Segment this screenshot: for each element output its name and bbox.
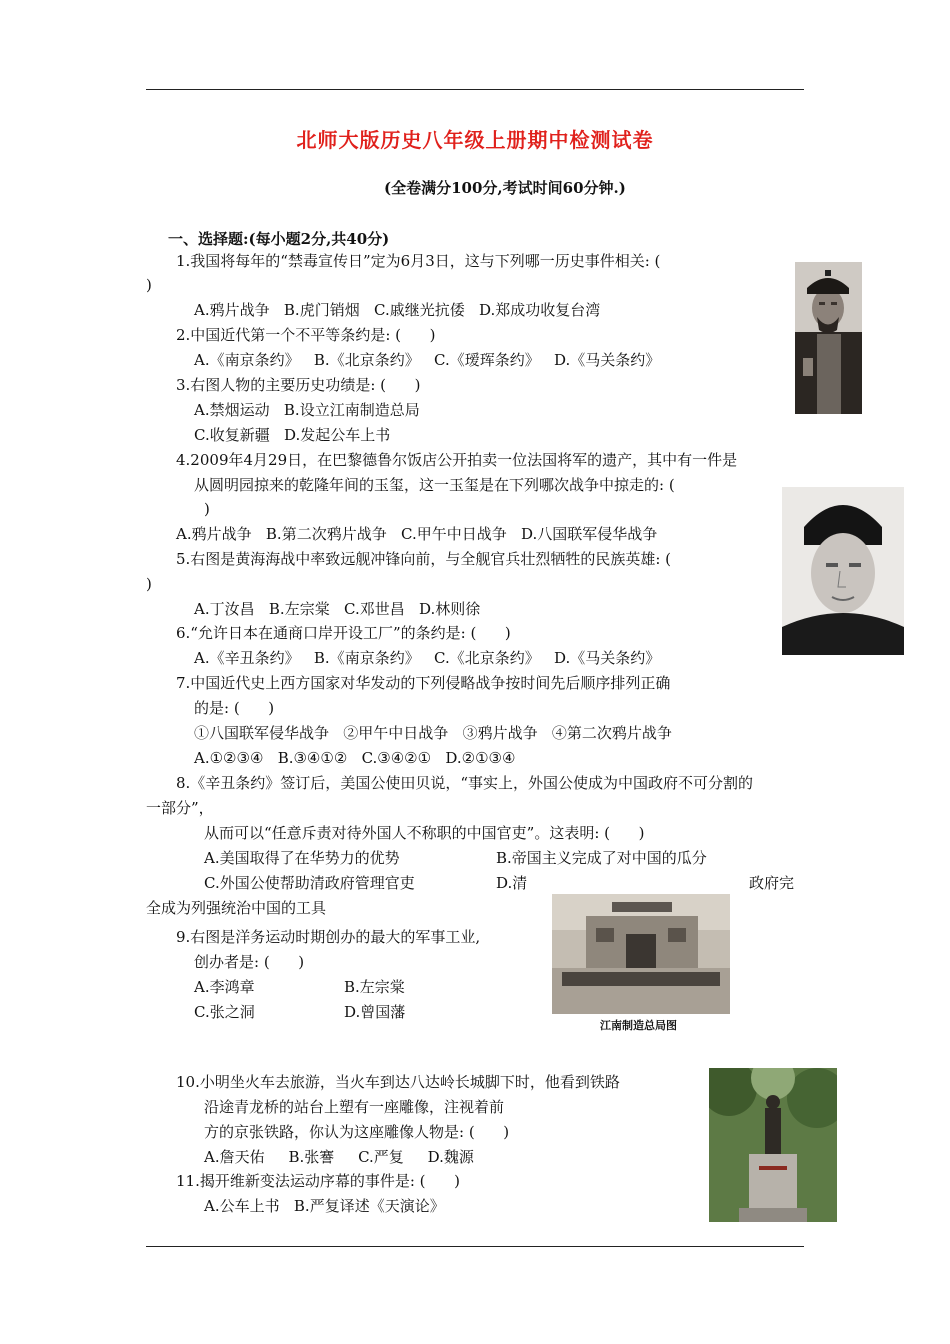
top-rule — [146, 89, 804, 90]
q7-events: ①八国联军侵华战争 ②甲午中日战争 ③鸦片战争 ④第二次鸦片战争 — [194, 724, 672, 742]
q9-stem: 9.右图是洋务运动时期创办的最大的军事工业, — [176, 928, 481, 946]
q3-options-2: C.收复新疆 D.发起公车上书 — [194, 426, 391, 444]
q2-stem: 2.中国近代第一个不平等条约是: ( ) — [176, 326, 436, 344]
q5-stem: 5.右图是黄海海战中率致远舰冲锋向前，与全舰官兵壮烈牺牲的民族英雄: ( — [176, 550, 671, 568]
q10-options: A.詹天佑 B.张謇 C.严复 D.魏源 — [204, 1148, 474, 1166]
q1-stem-cont: ) — [146, 276, 152, 294]
q3-options-1: A.禁烟运动 B.设立江南制造总局 — [194, 401, 420, 419]
q9-stem-cont: 创办者是: ( ) — [194, 953, 305, 971]
q4-options: A.鸦片战争 B.第二次鸦片战争 C.甲午中日战争 D.八国联军侵华战争 — [176, 525, 658, 543]
jiangnan-arsenal-photo — [552, 894, 730, 1014]
q1-options: A.鸦片战争 B.虎门销烟 C.戚继光抗倭 D.郑成功收复台湾 — [194, 301, 601, 319]
exam-info: (全卷满分100分,考试时间60分钟.) — [384, 179, 626, 197]
q7-options: A.①②③④ B.③④①② C.③④②① D.②①③④ — [194, 749, 516, 767]
q11-options: A.公车上书 B.严复译述《天演论》 — [204, 1197, 445, 1215]
q9-option-c: C.张之洞 — [194, 1003, 255, 1021]
q4-stem-close: ) — [204, 500, 210, 518]
q8-option-d: D.清 — [496, 874, 528, 892]
q10-stem-cont: 沿途青龙桥的站台上塑有一座雕像，注视着前 — [204, 1098, 505, 1116]
arsenal-caption: 江南制造总局图 — [600, 1019, 677, 1032]
q8-stem: 8.《辛丑条约》签订后，美国公使田贝说，“事实上，外国公使成为中国政府不可分割的 — [176, 774, 753, 792]
q8-option-a: A.美国取得了在华势力的优势 — [204, 849, 400, 867]
q4-stem: 4.2009年4月29日，在巴黎德鲁尔饭店公开拍卖一位法国将军的遗产，其中有一件是 — [176, 451, 738, 469]
q10-stem: 10.小明坐火车去旅游，当火车到达八达岭长城脚下时，他看到铁路 — [176, 1073, 620, 1091]
portrait-qing-official-photo — [795, 262, 862, 414]
q8-option-c: C.外国公使帮助清政府管理官吏 — [204, 874, 415, 892]
zhan-tianyou-statue-photo — [709, 1068, 837, 1222]
q2-options: A.《南京条约》 B.《北京条约》 C.《瑷珲条约》 D.《马关条约》 — [194, 351, 661, 369]
q10-stem-end: 方的京张铁路，你认为这座雕像人物是: ( ) — [204, 1123, 510, 1141]
q9-option-a: A.李鸿章 — [194, 978, 255, 996]
q8-stem-cont: 一部分”， — [146, 799, 214, 817]
portrait-deng-shichang-photo — [782, 487, 904, 655]
q8-stem-quote: 从而可以“任意斥责对待外国人不称职的中国官吏”。这表明: ( ) — [204, 824, 645, 842]
q5-stem-cont: ) — [146, 575, 152, 593]
q7-stem: 7.中国近代史上西方国家对华发动的下列侵略战争按时间先后顺序排列正确 — [176, 674, 671, 692]
q9-option-b: B.左宗棠 — [344, 978, 405, 996]
q6-options: A.《辛丑条约》 B.《南京条约》 C.《北京条约》 D.《马关条约》 — [194, 649, 661, 667]
q3-stem: 3.右图人物的主要历史功绩是: ( ) — [176, 376, 421, 394]
page-title: 北师大版历史八年级上册期中检测试卷 — [296, 128, 654, 152]
q11-stem: 11.揭开维新变法运动序幕的事件是: ( ) — [176, 1172, 460, 1190]
q7-stem-cont: 的是: ( ) — [194, 699, 275, 717]
bottom-rule — [146, 1246, 804, 1247]
q6-stem: 6.“允许日本在通商口岸开设工厂”的条约是: ( ) — [176, 624, 511, 642]
q8-option-b: B.帝国主义完成了对中国的瓜分 — [496, 849, 707, 867]
q1-stem: 1.我国将每年的“禁毒宣传日”定为6月3日，这与下列哪一历史事件相关: ( — [176, 252, 661, 270]
q9-option-d: D.曾国藩 — [344, 1003, 406, 1021]
q5-options: A.丁汝昌 B.左宗棠 C.邓世昌 D.林则徐 — [194, 600, 481, 618]
q8-option-d-end: 全成为列强统治中国的工具 — [146, 899, 327, 917]
q4-stem-cont: 从圆明园掠来的乾隆年间的玉玺，这一玉玺是在下列哪次战争中掠走的: ( — [194, 476, 675, 494]
section-heading: 一、选择题:(每小题2分,共40分) — [168, 230, 390, 248]
q8-option-d-cont: 政府完 — [749, 874, 795, 892]
